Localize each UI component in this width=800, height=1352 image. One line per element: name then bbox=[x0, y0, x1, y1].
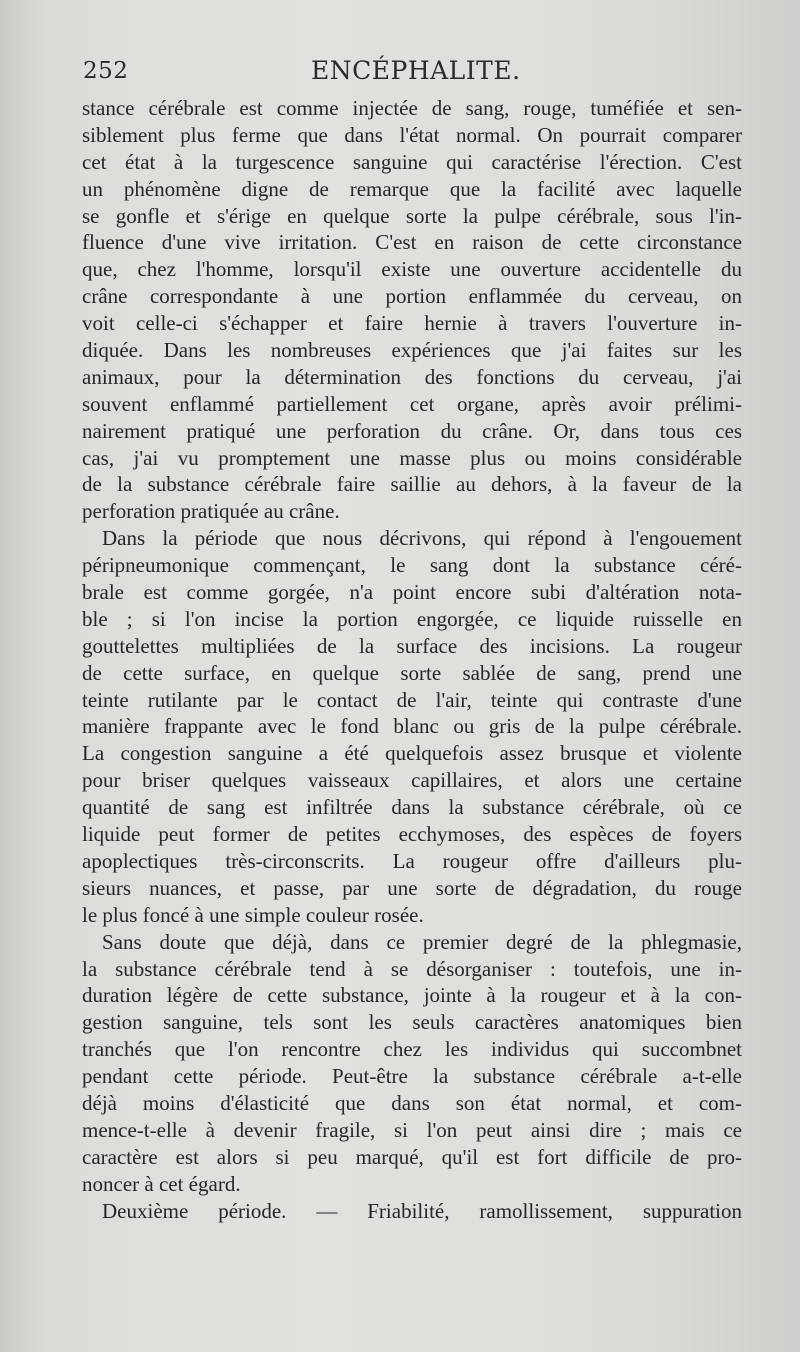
text-line: un phénomène digne de remarque que la facilité avec laquelle bbox=[82, 176, 742, 201]
text-line: quantité de sang est infiltrée dans la substance cérébrale, où ce bbox=[82, 795, 742, 820]
text-line: apoplectiques très-circonscrits. La rougeur offre d'ailleurs plu- bbox=[82, 848, 742, 873]
text-line: déjà moins d'élasticité que dans son état normal, et com- bbox=[82, 1090, 742, 1115]
text-line: gouttelettes multipliées de la surface des incisions. La rougeur bbox=[82, 633, 742, 658]
text-line: cas, j'ai vu promptement une masse plus ou moins considérable bbox=[82, 445, 742, 470]
text-line: La congestion sanguine a été quelquefois assez brusque et violente bbox=[82, 741, 742, 766]
text-line: de la substance cérébrale faire saillie au dehors, à la faveur de la bbox=[82, 472, 742, 497]
paragraph-start: Dans la période que nous décrivons, qui répond à l'engouement bbox=[102, 526, 742, 551]
text-line: caractère est alors si peu marqué, qu'il est fort difficile de pro- bbox=[82, 1144, 742, 1169]
text-line: la substance cérébrale tend à se désorganiser : toutefois, une in- bbox=[82, 956, 742, 981]
text-line: stance cérébrale est comme injectée de sang, rouge, tuméfiée et sen- bbox=[82, 96, 742, 120]
text-line: sieurs nuances, et passe, par une sorte de dégradation, du rouge bbox=[82, 875, 742, 900]
page-number: 252 bbox=[83, 58, 129, 84]
text-line: liquide peut former de petites ecchymoses, des espèces de foyers bbox=[82, 822, 742, 847]
text-line: fluence d'une vive irritation. C'est en raison de cette circonstance bbox=[82, 230, 742, 255]
text-line: animaux, pour la détermination des fonctions du cerveau, j'ai bbox=[82, 364, 742, 389]
text-line: teinte rutilante par le contact de l'air, teinte qui contraste d'une bbox=[82, 687, 742, 712]
text-line: diquée. Dans les nombreuses expériences que j'ai faites sur les bbox=[82, 338, 742, 363]
text-line: le plus foncé à une simple couleur rosée. bbox=[82, 902, 424, 927]
text-line: de cette surface, en quelque sorte sablée de sang, prend une bbox=[82, 660, 742, 685]
text-line: siblement plus ferme que dans l'état normal. On pourrait comparer bbox=[82, 122, 742, 147]
text-line: perforation pratiquée au crâne. bbox=[82, 499, 340, 524]
text-line: crâne correspondante à une portion enflammée du cerveau, on bbox=[82, 284, 742, 309]
text-line: cet état à la turgescence sanguine qui caractérise l'érection. C'est bbox=[82, 149, 742, 174]
text-line: pour briser quelques vaisseaux capillaires, et alors une certaine bbox=[82, 768, 742, 793]
section-heading-line: Deuxième période. — Friabilité, ramollissement, suppuration bbox=[102, 1198, 742, 1223]
text-line: brale est comme gorgée, n'a point encore subi d'altération nota- bbox=[82, 580, 742, 605]
page-header bbox=[83, 54, 735, 94]
paragraph-start: Sans doute que déjà, dans ce premier degré de la phlegmasie, bbox=[102, 929, 742, 954]
text-line: noncer à cet égard. bbox=[82, 1171, 241, 1196]
text-line: péripneumonique commençant, le sang dont la substance céré- bbox=[82, 553, 742, 578]
text-line: se gonfle et s'érige en quelque sorte la pulpe cérébrale, sous l'in- bbox=[82, 203, 742, 228]
body-text bbox=[82, 95, 742, 1224]
running-title: ENCÉPHALITE. bbox=[311, 56, 521, 85]
text-line: nairement pratiqué une perforation du crâne. Or, dans tous ces bbox=[82, 418, 742, 443]
text-line: tranchés que l'on rencontre chez les individus qui succombnet bbox=[82, 1037, 742, 1062]
text-line: duration légère de cette substance, jointe à la rougeur et à la con- bbox=[82, 983, 742, 1008]
text-line: que, chez l'homme, lorsqu'il existe une ouverture accidentelle du bbox=[82, 257, 742, 282]
text-line: pendant cette période. Peut-être la substance cérébrale a-t-elle bbox=[82, 1064, 742, 1089]
text-line: ble ; si l'on incise la portion engorgée, ce liquide ruisselle en bbox=[82, 606, 742, 631]
text-line: voit celle-ci s'échapper et faire hernie à travers l'ouverture in- bbox=[82, 311, 742, 336]
text-line: souvent enflammé partiellement cet organe, après avoir prélimi- bbox=[82, 391, 742, 416]
text-line: gestion sanguine, tels sont les seuls caractères anatomiques bien bbox=[82, 1010, 742, 1035]
text-line: mence-t-elle à devenir fragile, si l'on peut ainsi dire ; mais ce bbox=[82, 1117, 742, 1142]
text-line: manière frappante avec le fond blanc ou gris de la pulpe cérébrale. bbox=[82, 714, 742, 739]
